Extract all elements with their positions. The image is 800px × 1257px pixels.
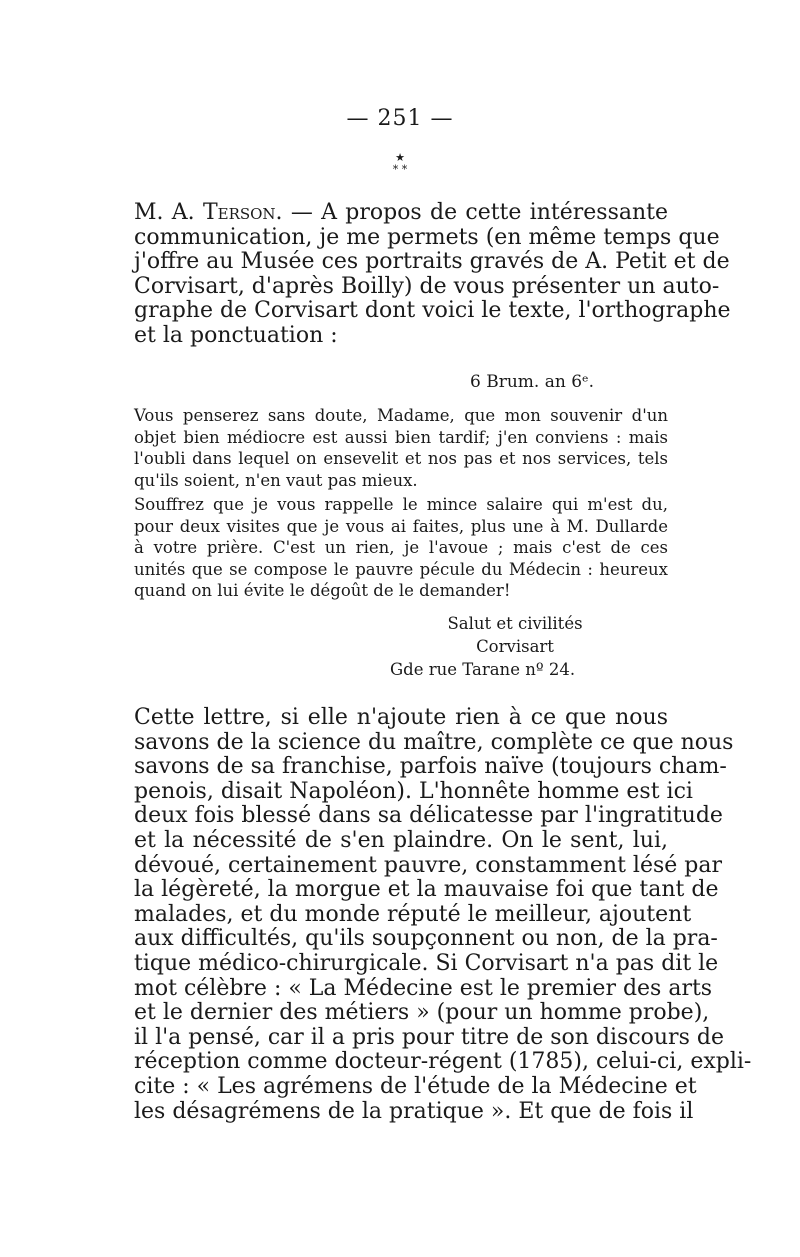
commentary-line: cite : « Les agrémens de l'étude de la Médecine et: [134, 1073, 697, 1099]
commentary-line: il l'a pensé, car il a pris pour titre de son discours de: [134, 1024, 724, 1050]
closing-salutation: Salut et civilités: [447, 614, 583, 633]
intro-line: et la ponctuation :: [134, 322, 338, 348]
speaker-name: M. A. Terson.: [134, 200, 283, 225]
letter-line: à votre prière. C'est un rien, je l'avoue ; mais c'est de ces: [134, 538, 668, 557]
intro-line: j'offre au Musée ces portraits gravés de A. Petit et de: [134, 249, 730, 274]
commentary-line: tique médico-chirurgicale. Si Corvisart n'a pas dit le: [134, 950, 719, 976]
intro-line: M. A. Terson. — A propos de cette intéressante: [134, 200, 669, 225]
intro-line: graphe de Corvisart dont voici le texte, l'orthographe: [134, 298, 731, 323]
commentary-line: et la nécessité de s'en plaindre. On le sent, lui,: [134, 827, 668, 853]
letter-closing: [390, 612, 630, 681]
commentary-line: savons de la science du maître, complète ce que nous: [134, 729, 734, 755]
commentary-line: penois, disait Napoléon). L'honnête homme est ici: [134, 778, 693, 804]
closing-address: Gde rue Tarane nº 24.: [390, 660, 576, 679]
intro-line: Corvisart, d'après Boilly) de vous présenter un auto-: [134, 273, 720, 299]
ornament-bottom-stars: * *: [392, 163, 408, 176]
asterism-ornament: [375, 152, 425, 186]
letter-line: pour deux visites que je vous ai faites, plus une à M. Dullarde: [134, 516, 668, 536]
letter-line: objet bien médiocre est aussi bien tardif; j'en conviens : mais: [134, 427, 668, 447]
commentary-line: réception comme docteur-régent (1785), celui-ci, expli-: [134, 1049, 752, 1075]
commentary-line: malades, et du monde réputé le meilleur, ajoutent: [134, 901, 692, 927]
commentary-line: savons de sa franchise, parfois naïve (toujours cham-: [134, 754, 727, 780]
intro-line: communication, je me permets (en même temps que: [134, 224, 720, 250]
letter-line: Souffrez que je vous rappelle le mince salaire qui m'est du,: [134, 495, 668, 514]
commentary-line: les désagrémens de la pratique ». Et que de fois il: [134, 1098, 694, 1124]
closing-signature: Corvisart: [476, 637, 554, 656]
commentary-line: Cette lettre, si elle n'ajoute rien à ce que nous: [134, 705, 668, 730]
letter-paragraph-2: [134, 494, 668, 602]
commentary-line: mot célèbre : « La Médecine est le premier des arts: [134, 975, 713, 1001]
commentary-line: et le dernier des métiers » (pour un homme probe),: [134, 1000, 710, 1026]
letter-line: qu'ils soient, n'en vaut pas mieux.: [134, 470, 418, 490]
letter-paragraph-1: [134, 405, 668, 491]
commentary-line: la légèreté, la morgue et la mauvaise foi que tant de: [134, 877, 719, 903]
letter-line: l'oubli dans lequel on ensevelit et nos pas et nos services, tels: [134, 449, 668, 468]
letter-line: Vous penserez sans doute, Madame, que mon souvenir d'un: [134, 406, 668, 425]
intro-paragraph: [134, 200, 731, 348]
letter-line: quand on lui évite le dégoût de le demander!: [134, 581, 511, 600]
letter-line: unités que se compose le pauvre pécule du Médecin : heureux: [134, 559, 668, 579]
page-number: — 251 —: [346, 106, 454, 131]
commentary-line: aux difficultés, qu'ils soupçonnent ou non, de la pra-: [134, 926, 718, 952]
commentary-paragraph: [134, 705, 752, 1124]
commentary-line: deux fois blessé dans sa délicatesse par l'ingratitude: [134, 803, 723, 829]
letter-date: 6 Brum. an 6ᵉ.: [469, 372, 594, 392]
commentary-line: dévoué, certainement pauvre, constamment lésé par: [134, 852, 722, 878]
ornament-top-star: ★: [395, 151, 405, 164]
